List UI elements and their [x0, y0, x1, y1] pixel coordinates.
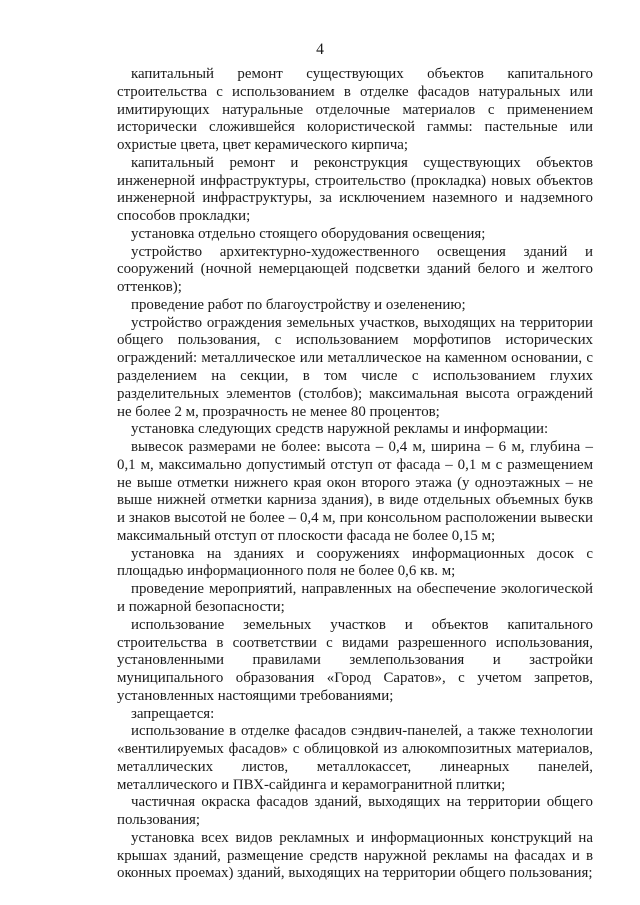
paragraph: устройство архитектурно-художественного освещения зданий и сооружений (ночной немерцающей подсветки зданий белого и желтого оттенков); [117, 243, 593, 296]
paragraph: установка следующих средств наружной рекламы и информации: [131, 421, 549, 438]
paragraph: использование в отделке фасадов сэндвич-панелей, а также технологии «вентилируемых фасадов» с облицовкой из алюкомпозитных материалов, металлических листов, металлокассет, линеарных панелей, металлического и ПВХ-сайдинга и керамогранитной плитки; [117, 723, 593, 793]
paragraph: проведение мероприятий, направленных на обеспечение экологической и пожарной безопасности; [117, 581, 593, 615]
paragraph: вывесок размерами не более: высота – 0,4 м, ширина – 6 м, глубина – 0,1 м, максимально допустимый отступ от фасада – 0,1 м с размещением не выше отметки нижнего края окон второго этажа (у одноэтажных – не выше нижней отметки карниза здания), в виде отдельных объемных букв и знаков высотой не более – 0,4 м, при консольном расположении вывески максимальный отступ от плоскости фасада не более 0,15 м; [117, 439, 593, 544]
page-number: 4 [316, 41, 324, 58]
paragraph: проведение работ по благоустройству и озеленению; [131, 296, 466, 313]
document-body [117, 66, 593, 883]
paragraph: установка отдельно стоящего оборудования освещения; [131, 225, 486, 242]
paragraph: установка всех видов рекламных и информационных конструкций на крышах зданий, размещение средств наружной рекламы на фасадах и в оконных проемах) зданий, выходящих на территории общего пользования; [117, 829, 593, 882]
paragraph: частичная окраска фасадов зданий, выходящих на территории общего пользования; [117, 794, 593, 829]
paragraph: устройство ограждения земельных участков, выходящих на территории общего пользования, с использованием морфотипов исторических ограждений: металлическое или металлическое на каменном основании, с разделением на секции, в том числе с использованием глухих разделительных элементов (столбов); максимальная высота ограждений не более 2 м, прозрачность не менее 80 процентов; [117, 314, 593, 420]
paragraph: запрещается: [131, 705, 215, 722]
paragraph: капитальный ремонт существующих объектов капитального строительства с использованием в отделке фасадов натуральных или имитирующих натуральные отделочные материалов с применением исторически сложившейся колористической гаммы: пастельные или охристые цвета, цвет керамического кирпича; [117, 66, 593, 154]
paragraph: капитальный ремонт и реконструкция существующих объектов инженерной инфраструктуры, строительство (прокладка) новых объектов инженерной инфраструктуры, за исключением наземного и надземного способов прокладки; [117, 154, 593, 225]
paragraph: установка на зданиях и сооружениях информационных досок с площадью информационного поля не более 0,6 кв. м; [117, 545, 593, 580]
paragraph: использование земельных участков и объектов капитального строительства в соответствии с видами разрешенного использования, установленными правилами землепользования и застройки муниципального образования «Город Саратов», с учетом запретов, установленных настоящими требованиями; [117, 616, 593, 704]
